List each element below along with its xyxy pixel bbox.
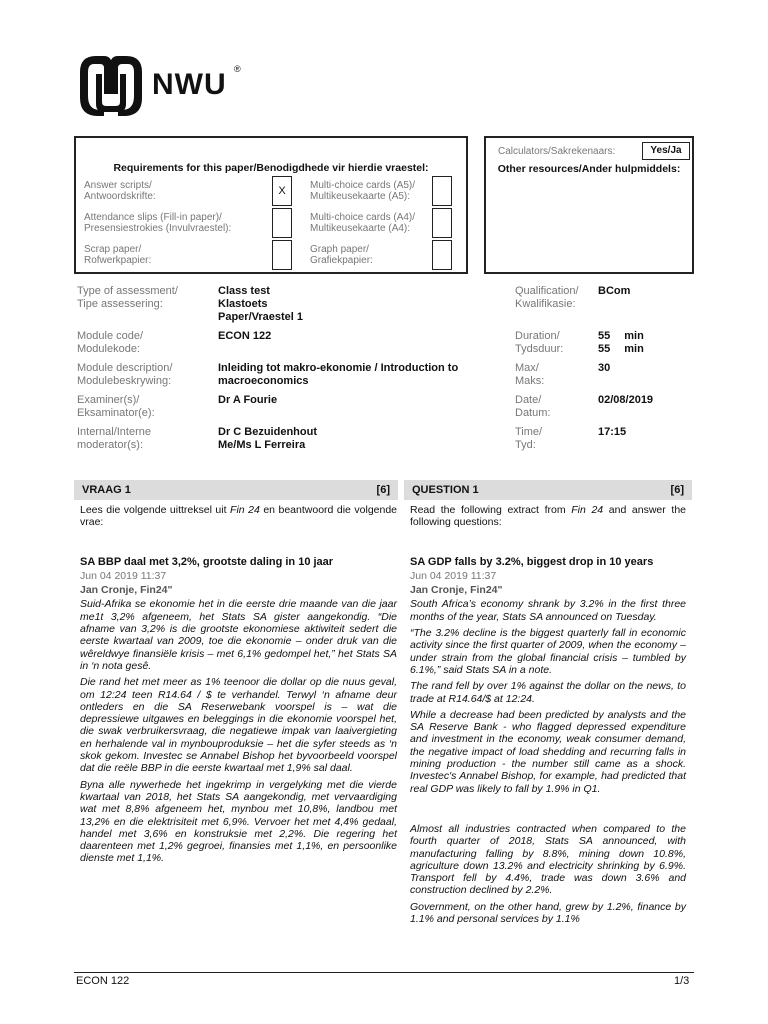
label-line: Examiner(s)/ <box>77 394 140 406</box>
article-paragraph: Suid-Afrika se ekonomie het in die eerste drie maande van die jaar me1t 3,2% afgeneem, het Stats SA gister aangekondig. “Die afname van 3,2% is die grootste ekonomiese aktiwiteit sedert die eerste kwartaal van 2009, toe die ekonomie – onder druk van die wêreldwye finansiële krisis – met 6,1% gedompel het,” het Stats SA in ‘n nota gesê. <box>80 598 397 672</box>
article-paragraph: South Africa’s economy shrank by 3.2% in the first three months of the year, Stats SA announced on Tuesday. <box>410 598 686 623</box>
max-marks-label <box>515 362 544 388</box>
article-headline: SA GDP falls by 3.2%, biggest drop in 10 years <box>410 555 654 568</box>
req-scrap-paper-checkbox[interactable] <box>272 240 292 270</box>
time-label <box>515 426 542 452</box>
duration-value <box>598 330 644 356</box>
duration-number: 55 <box>598 330 611 342</box>
label-line: Kwalifikasie: <box>515 298 576 310</box>
duration-line-2 <box>598 343 644 356</box>
question-marks: [6] <box>670 484 684 496</box>
examiner-label <box>77 394 155 420</box>
module-description-value <box>218 362 458 388</box>
label-line: Internal/Interne <box>77 426 151 438</box>
req-label-line: Multikeusekaarte (A5): <box>310 191 411 202</box>
module-description-label <box>77 362 172 388</box>
examiner-value: Dr A Fourie <box>218 394 278 406</box>
article-paragraph: Government, on the other hand, grew by 1.2%, finance by 1.1% and personal services by 1.1% <box>410 900 686 926</box>
article-paragraph: While a decrease had been predicted by analysts and the SA Reserve Bank - who flagged depressed expenditure and investment in the economy, weak consumer demand, the negative impact of load shedding and recurring falls in mining production - the number still came as a shock. Investec's Annabel Bishop, for example, had predicted that real GDP was likely to fall by 1.9% in Q1. <box>410 708 686 795</box>
article-author: Jan Cronje, Fin24" <box>80 584 173 597</box>
value-line: Dr C Bezuidenhout <box>218 426 317 438</box>
req-label-line: Grafiekpapier: <box>310 255 373 266</box>
article-body <box>410 598 686 925</box>
value-line: macroeconomics <box>218 375 309 387</box>
qualification-value: BCom <box>598 285 631 297</box>
requirements-title: Requirements for this paper/Benodigdhede vir hierdie vraestel: <box>113 162 429 174</box>
req-answer-scripts-label <box>84 180 156 202</box>
intro-text: en beantwoord die volgende vrae: <box>80 504 398 529</box>
label-line: Max/ <box>515 362 539 374</box>
req-graph-paper-checkbox[interactable] <box>432 240 452 270</box>
intro-text: Lees die volgende uittreksel uit <box>80 504 231 516</box>
article-date: Jun 04 2019 11:37 <box>80 569 167 582</box>
date-label <box>515 394 550 420</box>
english-column <box>410 504 686 929</box>
footer-divider <box>74 972 694 973</box>
intro-text: and answer the following questions: <box>410 504 687 529</box>
question-bar-english <box>404 480 692 500</box>
req-attendance-slips-checkbox[interactable] <box>272 208 292 238</box>
label-line: Tipe assessering: <box>77 298 163 310</box>
type-assessment-label <box>77 285 178 311</box>
max-marks-value: 30 <box>598 362 611 374</box>
article-body <box>80 598 397 864</box>
label-line: Time/ <box>515 426 543 438</box>
time-value: 17:15 <box>598 426 627 438</box>
question-marks: [6] <box>376 484 390 496</box>
label-line: Qualification/ <box>515 285 579 297</box>
module-code-label <box>77 330 143 356</box>
req-scrap-paper-label <box>84 244 151 266</box>
article-paragraph: Die rand het met meer as 1% teenoor die dollar op die nuus geval, om 12:24 teen R14.64 / $ te verhandel. Terwyl ‘n afname deur ontleders en die SA Reserwebank voorspel is – wat die depressiewe uitgawes en beleggings in die ekonomie voorspel het, die swak verbruikersvraag, die negatiewe impak van laaivergieting en herhalende val in mynbouproduksie – het die syfer steeds as ‘n skok gekom. Investec se Annabel Bishop het byvoorbeeld voorspel dat die reële BBP in die eerste kwartaal met 1,9% sal daal. <box>80 676 397 775</box>
duration-unit: min <box>624 343 644 355</box>
question-title: QUESTION 1 <box>412 484 479 496</box>
intro-text: Read the following extract from <box>410 504 572 516</box>
article-paragraph: “The 3.2% decline is the biggest quarterly fall in economic activity since the first quarter of 2009, when the economy – under strain from the global financial crisis – tumbled by 6.1%,” said Stats SA in a note. <box>410 627 686 676</box>
intro-source: Fin 24 <box>230 504 260 516</box>
qualification-label <box>515 285 579 311</box>
nwu-emblem-icon <box>74 52 148 118</box>
req-answer-scripts-checkbox[interactable]: X <box>272 176 292 206</box>
req-label-line: Scrap paper/ <box>84 244 142 255</box>
label-line: Eksaminator(e): <box>77 407 155 419</box>
afrikaans-column <box>80 504 397 869</box>
duration-label <box>515 330 563 356</box>
calculators-label: Calculators/Sakrekenaars: <box>498 146 616 157</box>
value-line: Paper/Vraestel 1 <box>218 311 304 323</box>
label-line: moderator(s): <box>77 439 144 451</box>
req-label-line: Rofwerkpapier: <box>84 255 152 266</box>
question-bar-afrikaans <box>74 480 398 500</box>
question-title: VRAAG 1 <box>82 484 131 496</box>
req-graph-paper-label <box>310 244 373 266</box>
req-label-line: Presensiestrokies (Invulvraestel): <box>84 223 232 234</box>
req-mc-a4-label <box>310 212 415 234</box>
article-paragraph: The rand fell by over 1% against the dollar on the news, to trade at R14.64/$ at 12:24. <box>410 680 686 705</box>
registered-mark: ® <box>234 64 241 74</box>
date-value: 02/08/2019 <box>598 394 654 406</box>
req-label-line: Graph paper/ <box>310 244 369 255</box>
article-author: Jan Cronje, Fin24" <box>410 584 503 597</box>
value-line: Klastoets <box>218 298 268 310</box>
label-line: Modulebeskrywing: <box>77 375 172 387</box>
requirements-box <box>74 136 468 274</box>
req-label-line: Answer scripts/ <box>84 180 152 191</box>
moderator-label <box>77 426 151 452</box>
module-code-value: ECON 122 <box>218 330 272 342</box>
label-line: Maks: <box>515 375 545 387</box>
label-line: Duration/ <box>515 330 560 342</box>
resources-box <box>484 136 694 274</box>
footer-module: ECON 122 <box>76 975 130 987</box>
req-mc-a5-label <box>310 180 415 202</box>
req-label-line: Multikeusekaarte (A4): <box>310 223 411 234</box>
duration-unit: min <box>624 330 644 342</box>
req-label-line: Attendance slips (Fill-in paper)/ <box>84 212 222 223</box>
req-label-line: Antwoordskrifte: <box>84 191 156 202</box>
duration-number: 55 <box>598 343 611 355</box>
question-intro <box>410 504 686 529</box>
value-line: Me/Ms L Ferreira <box>218 439 306 451</box>
value-line: Class test <box>218 285 270 297</box>
req-label-line: Multi-choice cards (A4)/ <box>310 212 416 223</box>
label-line: Tyd: <box>515 439 536 451</box>
label-line: Date/ <box>515 394 542 406</box>
label-line: Type of assessment/ <box>77 285 178 297</box>
article-paragraph: Almost all industries contracted when compared to the fourth quarter of 2018, Stats SA announced, with manufacturing falling by 8.8%, mining down 10.8%, agriculture down 13.2% and electricity shrinking by 6.9%. Transport fell by 4.4%, trade was down 3.6% and construction declined by 2.2%. <box>410 822 686 897</box>
label-line: Tydsduur: <box>515 343 564 355</box>
question-intro <box>80 504 397 529</box>
req-mc-a4-checkbox[interactable] <box>432 208 452 238</box>
label-line: Module description/ <box>77 362 173 374</box>
article-paragraph: Byna alle nywerhede het ingekrimp in vergelyking met die vierde kwartaal van 2018, het Stats SA aangekondig, met vervaardiging wat met 8,8% afgeneem het, mynbou met 10,8%, landbou met 13,2% en die elektrisiteit met 6,9%. Vervoer het met 4,4% gedaal, handel met 3,6% en konstruksie met 2,2%. Die regering het daarenteen met 1,2% gegroei, finansies met 1,1%, en persoonlike dienste met 1,1%. <box>80 778 397 865</box>
other-resources-label: Other resources/Ander hulpmiddels: <box>497 163 681 175</box>
brand-name: NWU <box>152 68 227 101</box>
label-line: Modulekode: <box>77 343 140 355</box>
req-mc-a5-checkbox[interactable] <box>432 176 452 206</box>
nwu-logo <box>74 52 274 122</box>
calculators-value: Yes/Ja <box>642 142 690 160</box>
article-headline: SA BBP daal met 3,2%, grootste daling in 10 jaar <box>80 555 334 568</box>
duration-line-1 <box>598 330 644 343</box>
label-line: Datum: <box>515 407 551 419</box>
article-date: Jun 04 2019 11:37 <box>410 569 497 582</box>
type-assessment-value <box>218 285 303 324</box>
req-label-line: Multi-choice cards (A5)/ <box>310 180 416 191</box>
moderator-value <box>218 426 317 452</box>
value-line: Inleiding tot makro-ekonomie / Introduction to <box>218 362 459 374</box>
intro-source: Fin 24 <box>571 504 604 516</box>
label-line: Module code/ <box>77 330 144 342</box>
req-attendance-slips-label <box>84 212 231 234</box>
footer-page-number: 1/3 <box>674 975 690 987</box>
